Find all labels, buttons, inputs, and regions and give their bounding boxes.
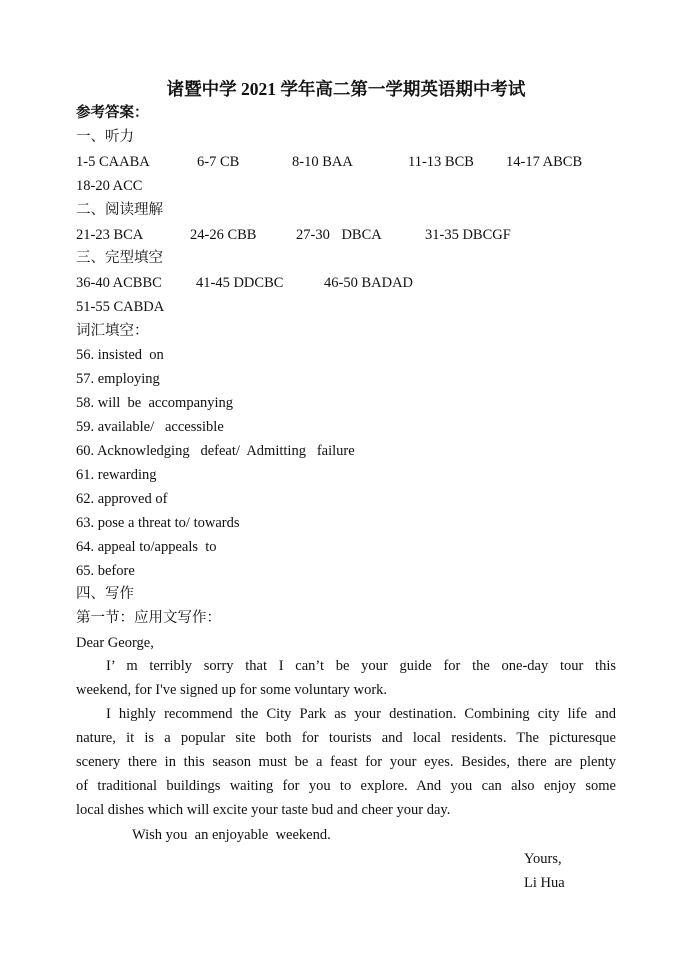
letter-paragraph-1: [76, 654, 616, 702]
page-title: 诸暨中学 2021 学年高二第一学期英语期中考试: [166, 79, 526, 99]
listening-answer: 8-10 BAA: [292, 154, 353, 170]
listening-heading: 一、听力: [76, 129, 134, 145]
letter-line: weekend, for I've signed up for some voluntary work.: [76, 682, 388, 698]
reading-answer: 27-30 DBCA: [296, 227, 382, 243]
vocab-item: 65. before: [76, 563, 135, 579]
listening-answer: 1-5 CAABA: [76, 154, 150, 170]
cloze-heading: 三、完型填空: [76, 250, 163, 266]
letter-line: nature, it is a popular site both for tourists and local residents. The picturesque: [76, 730, 616, 746]
vocab-item: 60. Acknowledging defeat/ Admitting failure: [76, 443, 355, 459]
vocab-heading: 词汇填空：: [76, 323, 149, 339]
listening-answer: 6-7 CB: [197, 154, 240, 170]
letter-line: of traditional buildings waiting for you to explore. And you can also enjoy some: [76, 778, 616, 794]
vocab-item: 57. employing: [76, 371, 160, 387]
vocab-item: 56. insisted on: [76, 347, 164, 363]
listening-answer: 11-13 BCB: [408, 154, 474, 170]
letter-salutation: Dear George,: [76, 635, 154, 651]
listening-answer: 18-20 ACC: [76, 178, 143, 194]
listening-answer: 14-17 ABCB: [506, 154, 583, 170]
vocab-item: 59. available/ accessible: [76, 419, 224, 435]
cloze-answer: 46-50 BADAD: [324, 275, 414, 291]
writing-section-label: 第一节：应用文写作：: [76, 610, 221, 626]
letter-closing-wish: Wish you an enjoyable weekend.: [132, 827, 331, 843]
reading-heading: 二、阅读理解: [76, 202, 163, 218]
letter-sign-off: Yours,: [524, 851, 562, 867]
letter-line: I’ m terribly sorry that I can’t be your guide for the one-day tour this: [106, 658, 616, 674]
cloze-answer: 51-55 CABDA: [76, 299, 165, 315]
cloze-answer: 36-40 ACBBC: [76, 275, 162, 291]
cloze-answer: 41-45 DDCBC: [196, 275, 284, 291]
letter-line: local dishes which will excite your taste bud and cheer your day.: [76, 802, 451, 818]
vocab-item: 61. rewarding: [76, 467, 157, 483]
vocab-item: 63. pose a threat to/ towards: [76, 515, 240, 531]
reading-answer: 24-26 CBB: [190, 227, 257, 243]
letter-line: scenery there in this season must be a feast for your eyes. Besides, there are plenty: [76, 754, 616, 770]
answer-key-label: 参考答案：: [76, 105, 149, 121]
letter-line: I highly recommend the City Park as your destination. Combining city life and: [106, 706, 616, 722]
letter-paragraph-2: [76, 702, 616, 822]
vocab-item: 58. will be accompanying: [76, 395, 234, 411]
vocab-item: 64. appeal to/appeals to: [76, 539, 217, 555]
letter-signature: Li Hua: [524, 875, 565, 891]
reading-answer: 31-35 DBCGF: [425, 227, 511, 243]
reading-answer: 21-23 BCA: [76, 227, 144, 243]
vocab-item: 62. approved of: [76, 491, 168, 507]
writing-heading: 四、写作: [76, 586, 134, 602]
